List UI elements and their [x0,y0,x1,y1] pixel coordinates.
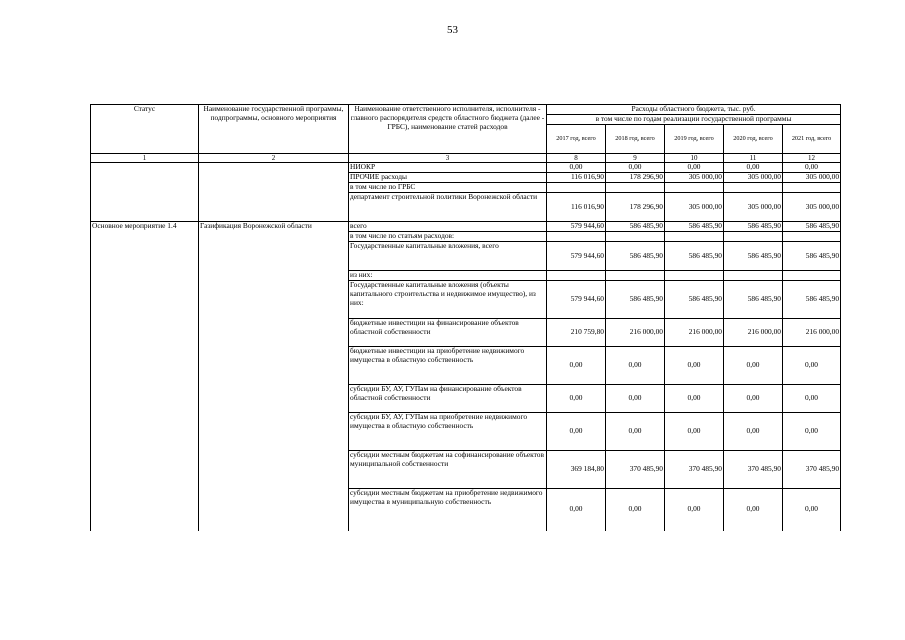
column-numbers-row [91,153,841,162]
column-number: 3 [349,153,547,162]
value-cell: 305 000,00 [665,173,724,183]
value-cell: 0,00 [665,489,724,531]
value-cell: 0,00 [783,385,841,413]
value-cell: 0,00 [724,413,783,451]
row-label: в том числе по ГРБС [349,183,547,193]
header-year: 2021 год, всего [783,124,841,153]
value-cell: 216 000,00 [606,319,665,347]
value-cell: 210 759,80 [547,319,606,347]
value-cell: 216 000,00 [665,319,724,347]
value-cell [665,271,724,281]
value-cell: 370 485,90 [665,451,724,489]
value-cell: 0,00 [783,489,841,531]
value-cell: 0,00 [724,385,783,413]
value-cell: 305 000,00 [665,193,724,222]
header-status: Статус [91,105,199,154]
value-cell [783,271,841,281]
value-cell [606,183,665,193]
value-cell: 305 000,00 [724,193,783,222]
value-cell: 579 944,60 [547,242,606,271]
value-cell: 0,00 [606,385,665,413]
row-label: в том числе по статьям расходов: [349,232,547,242]
row-label: субсидии БУ, АУ, ГУПам на приобретение недвижимого имущества в областную собственность [349,413,547,451]
value-cell: 586 485,90 [724,281,783,319]
value-cell: 0,00 [724,347,783,385]
value-cell [783,183,841,193]
value-cell: 0,00 [724,163,783,173]
value-cell: 370 485,90 [606,451,665,489]
row-label: субсидии местным бюджетам на софинансирование объектов муниципальной собственности [349,451,547,489]
value-cell: 0,00 [783,163,841,173]
value-cell: 0,00 [547,413,606,451]
value-cell: 0,00 [783,413,841,451]
column-number: 9 [606,153,665,162]
header-program-name: Наименование государственной программы, подпрограммы, основного мероприятия [199,105,349,154]
value-cell: 0,00 [724,489,783,531]
budget-table [90,104,841,531]
value-cell [547,183,606,193]
value-cell: 370 485,90 [783,451,841,489]
table-row [91,222,841,232]
value-cell: 0,00 [547,347,606,385]
row-label: ПРОЧИЕ расходы [349,173,547,183]
value-cell [606,232,665,242]
value-cell: 116 016,90 [547,193,606,222]
value-cell: 0,00 [665,347,724,385]
row-label: субсидии местным бюджетам на приобретение недвижимого имущества в муниципальную собственность [349,489,547,531]
value-cell [547,232,606,242]
value-cell: 0,00 [606,163,665,173]
column-number: 11 [724,153,783,162]
value-cell: 305 000,00 [783,193,841,222]
value-cell: 586 485,90 [783,281,841,319]
value-cell: 370 485,90 [724,451,783,489]
value-cell: 0,00 [665,385,724,413]
header-year: 2018 год, всего [606,124,665,153]
value-cell: 586 485,90 [606,281,665,319]
value-cell: 586 485,90 [724,222,783,232]
value-cell [547,271,606,281]
value-cell: 586 485,90 [724,242,783,271]
program-name-cell [199,163,349,222]
header-year: 2017 год, всего [547,124,606,153]
value-cell: 0,00 [606,413,665,451]
value-cell: 586 485,90 [606,222,665,232]
table-row [91,163,841,173]
value-cell [665,183,724,193]
header-year: 2019 год, всего [665,124,724,153]
header-by-years: в том числе по годам реализации государственной программы [547,114,841,124]
value-cell: 586 485,90 [665,242,724,271]
value-cell: 586 485,90 [665,281,724,319]
row-label: бюджетные инвестиции на приобретение недвижимого имущества в областную собственность [349,347,547,385]
value-cell [724,232,783,242]
value-cell [665,232,724,242]
header-year: 2020 год, всего [724,124,783,153]
value-cell: 0,00 [547,489,606,531]
value-cell: 0,00 [606,347,665,385]
header-executor: Наименование ответственного исполнителя, исполнителя - главного распорядителя средств областного бюджета (далее - ГРБС), наименование статей расходов [349,105,547,154]
value-cell: 586 485,90 [606,242,665,271]
value-cell: 579 944,60 [547,281,606,319]
value-cell: 369 184,80 [547,451,606,489]
value-cell: 216 000,00 [783,319,841,347]
column-number: 8 [547,153,606,162]
row-label: всего [349,222,547,232]
value-cell: 178 296,90 [606,173,665,183]
row-label: НИОКР [349,163,547,173]
value-cell: 0,00 [547,385,606,413]
value-cell: 178 296,90 [606,193,665,222]
value-cell: 0,00 [783,347,841,385]
header-expenses: Расходы областного бюджета, тыс. руб. [547,105,841,115]
row-label: Государственные капитальные вложения (объекты капитального строительства и недвижимое имущество), из них: [349,281,547,319]
value-cell: 579 944,60 [547,222,606,232]
page-number: 53 [447,24,458,36]
value-cell: 586 485,90 [783,222,841,232]
row-label: департамент строительной политики Воронежской области [349,193,547,222]
value-cell [606,271,665,281]
row-label: бюджетные инвестиции на финансирование объектов областной собственности [349,319,547,347]
row-label: субсидии БУ, АУ, ГУПам на финансирование объектов областной собственности [349,385,547,413]
value-cell: 586 485,90 [783,242,841,271]
measure-status: Основное мероприятие 1.4 [91,222,199,531]
value-cell: 305 000,00 [724,173,783,183]
value-cell: 0,00 [665,413,724,451]
row-label: Государственные капитальные вложения, всего [349,242,547,271]
measure-name: Газификация Воронежской области [199,222,349,531]
value-cell: 116 016,90 [547,173,606,183]
value-cell [724,271,783,281]
row-label: из них: [349,271,547,281]
column-number: 1 [91,153,199,162]
column-number: 2 [199,153,349,162]
status-cell [91,163,199,222]
value-cell: 0,00 [547,163,606,173]
column-number: 12 [783,153,841,162]
value-cell: 0,00 [665,163,724,173]
value-cell: 0,00 [606,489,665,531]
value-cell: 586 485,90 [665,222,724,232]
value-cell: 216 000,00 [724,319,783,347]
value-cell [783,232,841,242]
value-cell: 305 000,00 [783,173,841,183]
column-number: 10 [665,153,724,162]
value-cell [724,183,783,193]
